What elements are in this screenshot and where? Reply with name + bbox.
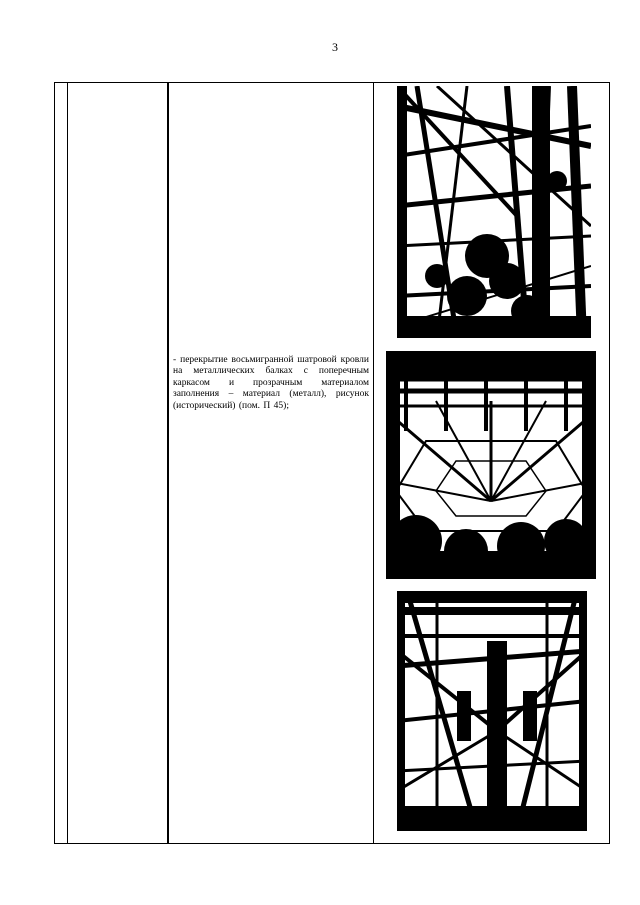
photo-greenhouse-roof-frame-1: [397, 86, 591, 338]
table-column-divider: [167, 83, 169, 843]
description-table: [54, 82, 610, 844]
table-column-divider: [67, 83, 68, 843]
element-description: - перекрытие восьмигранной шатровой кровли на металлических балках с поперечным каркасом и прозрачным материалом заполнения – материал (металл), рисунок (исторический) (пом. П 45);: [173, 355, 369, 411]
photo-roof-beams-structure: [397, 591, 587, 831]
table-column-divider: [373, 83, 374, 843]
page-number: 3: [332, 40, 338, 54]
photo-octagonal-roof-ceiling: [386, 351, 596, 579]
